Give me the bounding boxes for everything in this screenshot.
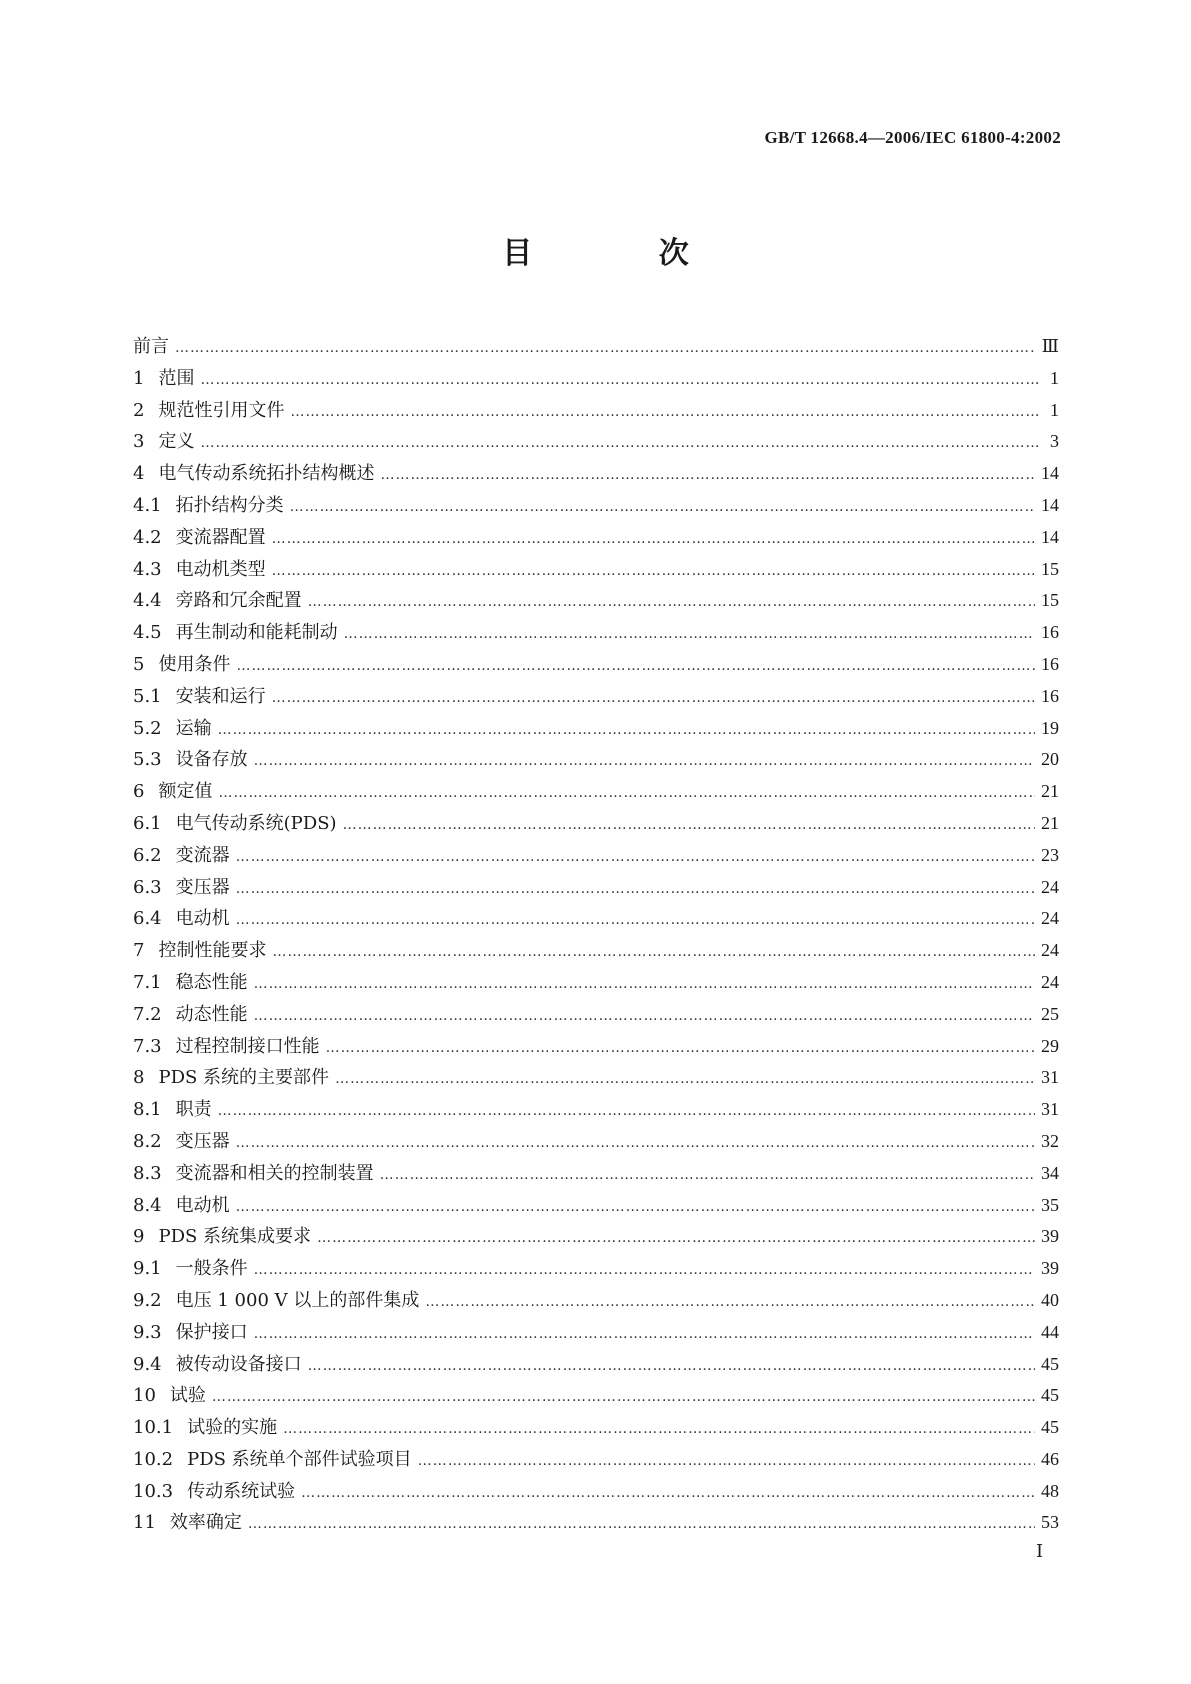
toc-entry-label: 变流器和相关的控制装置 bbox=[175, 1162, 374, 1184]
toc-entry-label: 动态性能 bbox=[175, 1003, 248, 1025]
toc-dot-leader bbox=[326, 1040, 1035, 1056]
toc-entry[interactable] bbox=[133, 396, 1059, 428]
toc-entry[interactable] bbox=[133, 1191, 1059, 1223]
toc-entry-page: 1 bbox=[1050, 399, 1059, 420]
toc-entry-page: 14 bbox=[1041, 526, 1059, 547]
toc-entry[interactable] bbox=[133, 1350, 1059, 1382]
toc-entry[interactable] bbox=[133, 714, 1059, 746]
toc-entry-label: 职责 bbox=[175, 1099, 212, 1121]
toc-entry-label: 变流器 bbox=[175, 844, 230, 866]
toc-entry-page: 19 bbox=[1041, 717, 1059, 738]
toc-entry[interactable] bbox=[133, 427, 1059, 459]
toc-entry-number: 6.3 bbox=[133, 876, 162, 898]
toc-entry-page: 1 bbox=[1050, 367, 1059, 388]
toc-entry[interactable] bbox=[133, 1000, 1059, 1032]
toc-entry[interactable] bbox=[133, 1508, 1059, 1540]
toc-entry-label: PDS 系统集成要求 bbox=[158, 1226, 312, 1248]
toc-entry[interactable] bbox=[133, 555, 1059, 587]
page-number: Ⅰ bbox=[1036, 1541, 1044, 1561]
toc-dot-leader bbox=[343, 817, 1035, 833]
toc-entry-number: 10.2 bbox=[133, 1448, 174, 1470]
toc-entry-page: 35 bbox=[1041, 1194, 1059, 1215]
table-of-contents bbox=[133, 332, 1059, 1540]
toc-entry-label: 变压器 bbox=[175, 876, 230, 898]
toc-entry[interactable] bbox=[133, 1159, 1059, 1191]
toc-entry-page: 15 bbox=[1041, 590, 1059, 611]
toc-entry-number: 8.1 bbox=[133, 1099, 162, 1121]
toc-entry-label: 安装和运行 bbox=[175, 685, 266, 707]
toc-entry-label: PDS 系统的主要部件 bbox=[158, 1067, 330, 1089]
toc-dot-leader bbox=[254, 976, 1035, 992]
toc-entry-page: 21 bbox=[1041, 781, 1059, 802]
toc-entry[interactable] bbox=[133, 1127, 1059, 1159]
toc-entry-number: 4 bbox=[133, 463, 145, 485]
toc-dot-leader bbox=[380, 1167, 1035, 1183]
toc-entry[interactable] bbox=[133, 1445, 1059, 1477]
toc-entry-number: 6.2 bbox=[133, 844, 162, 866]
standard-id: GB/T 12668.4—2006/IEC 61800-4:2002 bbox=[764, 128, 1061, 147]
toc-entry-page: 14 bbox=[1041, 463, 1059, 484]
toc-entry-page: 39 bbox=[1041, 1226, 1059, 1247]
toc-dot-leader bbox=[283, 1421, 1035, 1437]
toc-entry[interactable] bbox=[133, 1254, 1059, 1286]
toc-entry-number: 7.2 bbox=[133, 1003, 162, 1025]
toc-dot-leader bbox=[218, 1103, 1035, 1119]
toc-entry-page: 45 bbox=[1041, 1385, 1059, 1406]
toc-entry-page: 24 bbox=[1041, 971, 1059, 992]
toc-entry-page: 39 bbox=[1041, 1258, 1059, 1279]
toc-entry[interactable] bbox=[133, 618, 1059, 650]
toc-entry-label: 范围 bbox=[158, 367, 195, 389]
toc-entry-page: 21 bbox=[1041, 812, 1059, 833]
toc-entry[interactable] bbox=[133, 1318, 1059, 1350]
toc-dot-leader bbox=[380, 467, 1035, 483]
toc-entry-page: 3 bbox=[1050, 431, 1059, 452]
toc-entry-number: 2 bbox=[133, 399, 145, 421]
toc-entry-number: 4.5 bbox=[133, 622, 162, 644]
toc-entry[interactable] bbox=[133, 1413, 1059, 1445]
toc-entry-label: 旁路和冗余配置 bbox=[175, 590, 302, 612]
toc-dot-leader bbox=[425, 1294, 1035, 1310]
toc-entry-page: 15 bbox=[1041, 558, 1059, 579]
toc-entry[interactable] bbox=[133, 586, 1059, 618]
toc-dot-leader bbox=[290, 499, 1035, 515]
toc-entry-number: 5 bbox=[133, 653, 145, 675]
toc-entry[interactable] bbox=[133, 873, 1059, 905]
toc-entry-number: 7.3 bbox=[133, 1035, 162, 1057]
toc-entry-label: 电气传动系统拓扑结构概述 bbox=[158, 463, 375, 485]
toc-entry[interactable] bbox=[133, 841, 1059, 873]
toc-entry-number: 10.3 bbox=[133, 1480, 174, 1502]
toc-entry[interactable] bbox=[133, 364, 1059, 396]
toc-entry[interactable] bbox=[133, 1095, 1059, 1127]
toc-dot-leader bbox=[236, 1135, 1035, 1151]
toc-dot-leader bbox=[317, 1230, 1035, 1246]
toc-entry-page: 23 bbox=[1041, 844, 1059, 865]
toc-dot-leader bbox=[236, 881, 1035, 897]
toc-entry-label: 试验的实施 bbox=[187, 1417, 278, 1439]
toc-entry-page: 46 bbox=[1041, 1448, 1059, 1469]
toc-entry[interactable] bbox=[133, 745, 1059, 777]
toc-dot-leader bbox=[335, 1071, 1035, 1087]
toc-dot-leader bbox=[218, 785, 1035, 801]
toc-entry[interactable] bbox=[133, 809, 1059, 841]
toc-entry[interactable] bbox=[133, 1286, 1059, 1318]
toc-entry-page: 16 bbox=[1041, 653, 1059, 674]
toc-entry[interactable] bbox=[133, 1063, 1059, 1095]
toc-dot-leader bbox=[236, 849, 1035, 865]
toc-entry-number: 6 bbox=[133, 781, 145, 803]
toc-entry[interactable] bbox=[133, 904, 1059, 936]
toc-dot-leader bbox=[218, 722, 1035, 738]
toc-entry-label: 再生制动和能耗制动 bbox=[175, 622, 338, 644]
page-title: 目 次 bbox=[502, 236, 747, 271]
toc-entry-number: 10 bbox=[133, 1385, 156, 1407]
toc-entry-page: 24 bbox=[1041, 876, 1059, 897]
toc-entry-label: 传动系统试验 bbox=[187, 1480, 296, 1502]
toc-entry-page: 48 bbox=[1041, 1480, 1059, 1501]
toc-entry[interactable] bbox=[133, 491, 1059, 523]
toc-entry-label: 一般条件 bbox=[175, 1258, 248, 1280]
toc-entry[interactable] bbox=[133, 1222, 1059, 1254]
toc-dot-leader bbox=[290, 404, 1039, 420]
toc-entry-label: 使用条件 bbox=[158, 653, 231, 675]
toc-dot-leader bbox=[254, 753, 1035, 769]
toc-entry[interactable] bbox=[133, 936, 1059, 968]
toc-entry-label: 被传动设备接口 bbox=[175, 1353, 302, 1375]
toc-entry-number: 10.1 bbox=[133, 1417, 174, 1439]
toc-entry-page: 24 bbox=[1041, 908, 1059, 929]
toc-entry[interactable] bbox=[133, 332, 1059, 364]
toc-entry-label: 变压器 bbox=[175, 1130, 230, 1152]
toc-entry-page: 29 bbox=[1041, 1035, 1059, 1056]
toc-entry-number: 7 bbox=[133, 940, 145, 962]
toc-entry-number: 4.2 bbox=[133, 526, 162, 548]
toc-entry-label: PDS 系统单个部件试验项目 bbox=[187, 1448, 412, 1470]
toc-dot-leader bbox=[308, 594, 1035, 610]
toc-dot-leader bbox=[175, 340, 1036, 356]
toc-dot-leader bbox=[236, 658, 1035, 674]
toc-entry-page: 53 bbox=[1041, 1512, 1059, 1533]
toc-dot-leader bbox=[254, 1008, 1035, 1024]
toc-dot-leader bbox=[236, 1199, 1035, 1215]
toc-entry-label: 额定值 bbox=[158, 781, 213, 803]
toc-dot-leader bbox=[272, 944, 1035, 960]
toc-entry-label: 变流器配置 bbox=[175, 526, 266, 548]
toc-entry-number: 7.1 bbox=[133, 971, 162, 993]
toc-dot-leader bbox=[272, 563, 1035, 579]
toc-entry-label: 电动机 bbox=[175, 1194, 230, 1216]
toc-entry-label: 运输 bbox=[175, 717, 212, 739]
toc-entry-page: 14 bbox=[1041, 494, 1059, 515]
toc-dot-leader bbox=[272, 531, 1035, 547]
toc-entry-label: 保护接口 bbox=[175, 1321, 248, 1343]
toc-entry-number: 11 bbox=[133, 1512, 156, 1534]
toc-entry-number: 5.1 bbox=[133, 685, 162, 707]
toc-entry-number: 9.2 bbox=[133, 1289, 162, 1311]
toc-dot-leader bbox=[254, 1326, 1035, 1342]
toc-entry-label: 电动机类型 bbox=[175, 558, 266, 580]
toc-entry-label: 效率确定 bbox=[169, 1512, 242, 1534]
toc-dot-leader bbox=[212, 1389, 1035, 1405]
toc-dot-leader bbox=[308, 1358, 1035, 1374]
toc-entry-page: 32 bbox=[1041, 1130, 1059, 1151]
toc-entry-label: 定义 bbox=[158, 431, 195, 453]
toc-entry[interactable] bbox=[133, 650, 1059, 682]
toc-entry-number: 5.2 bbox=[133, 717, 162, 739]
toc-entry-label: 电气传动系统(PDS) bbox=[175, 812, 337, 834]
toc-entry-number: 1 bbox=[133, 367, 145, 389]
toc-entry-number: 9 bbox=[133, 1226, 145, 1248]
toc-entry-label: 电动机 bbox=[175, 908, 230, 930]
toc-entry-number: 8 bbox=[133, 1067, 145, 1089]
toc-entry-page: 44 bbox=[1041, 1321, 1059, 1342]
toc-entry-label: 试验 bbox=[169, 1385, 206, 1407]
toc-entry-page: 16 bbox=[1041, 622, 1059, 643]
toc-entry-number: 8.2 bbox=[133, 1130, 162, 1152]
toc-entry-page: 16 bbox=[1041, 685, 1059, 706]
toc-dot-leader bbox=[200, 372, 1039, 388]
toc-entry-page: 40 bbox=[1041, 1289, 1059, 1310]
toc-entry-label: 控制性能要求 bbox=[158, 940, 267, 962]
toc-entry-number: 9.4 bbox=[133, 1353, 162, 1375]
toc-entry-number: 4.1 bbox=[133, 494, 162, 516]
toc-entry[interactable] bbox=[133, 523, 1059, 555]
toc-dot-leader bbox=[272, 690, 1035, 706]
toc-entry-page: 20 bbox=[1041, 749, 1059, 770]
toc-entry-label: 电压 1 000 V 以上的部件集成 bbox=[175, 1289, 420, 1311]
toc-entry[interactable] bbox=[133, 1032, 1059, 1064]
toc-entry-page: 45 bbox=[1041, 1353, 1059, 1374]
toc-entry-number: 3 bbox=[133, 431, 145, 453]
toc-entry-number: 9.1 bbox=[133, 1258, 162, 1280]
toc-entry-page: 31 bbox=[1041, 1099, 1059, 1120]
toc-entry-page: 34 bbox=[1041, 1162, 1059, 1183]
toc-entry-label: 拓扑结构分类 bbox=[175, 494, 284, 516]
toc-dot-leader bbox=[254, 1262, 1035, 1278]
toc-entry[interactable] bbox=[133, 968, 1059, 1000]
toc-entry-number: 6.4 bbox=[133, 908, 162, 930]
toc-entry-number: 9.3 bbox=[133, 1321, 162, 1343]
toc-entry-page: 45 bbox=[1041, 1417, 1059, 1438]
toc-dot-leader bbox=[236, 912, 1035, 928]
toc-dot-leader bbox=[301, 1485, 1035, 1501]
toc-entry-number: 8.3 bbox=[133, 1162, 162, 1184]
toc-dot-leader bbox=[344, 626, 1035, 642]
toc-entry-label: 前言 bbox=[133, 336, 169, 357]
toc-entry-page: Ⅲ bbox=[1041, 336, 1059, 356]
toc-entry-number: 4.4 bbox=[133, 590, 162, 612]
toc-dot-leader bbox=[248, 1516, 1035, 1532]
toc-entry-label: 稳态性能 bbox=[175, 971, 248, 993]
toc-entry-number: 5.3 bbox=[133, 749, 162, 771]
toc-dot-leader bbox=[200, 435, 1039, 451]
toc-entry[interactable] bbox=[133, 459, 1059, 491]
toc-entry-label: 过程控制接口性能 bbox=[175, 1035, 320, 1057]
toc-entry[interactable] bbox=[133, 1477, 1059, 1509]
toc-entry-number: 8.4 bbox=[133, 1194, 162, 1216]
toc-entry-label: 规范性引用文件 bbox=[158, 399, 285, 421]
toc-entry-page: 31 bbox=[1041, 1067, 1059, 1088]
toc-entry-label: 设备存放 bbox=[175, 749, 248, 771]
toc-entry[interactable] bbox=[133, 682, 1059, 714]
toc-dot-leader bbox=[418, 1453, 1035, 1469]
toc-entry-page: 24 bbox=[1041, 940, 1059, 961]
toc-entry-number: 4.3 bbox=[133, 558, 162, 580]
toc-entry-page: 25 bbox=[1041, 1003, 1059, 1024]
toc-entry[interactable] bbox=[133, 1381, 1059, 1413]
toc-entry-number: 6.1 bbox=[133, 812, 162, 834]
toc-entry[interactable] bbox=[133, 777, 1059, 809]
